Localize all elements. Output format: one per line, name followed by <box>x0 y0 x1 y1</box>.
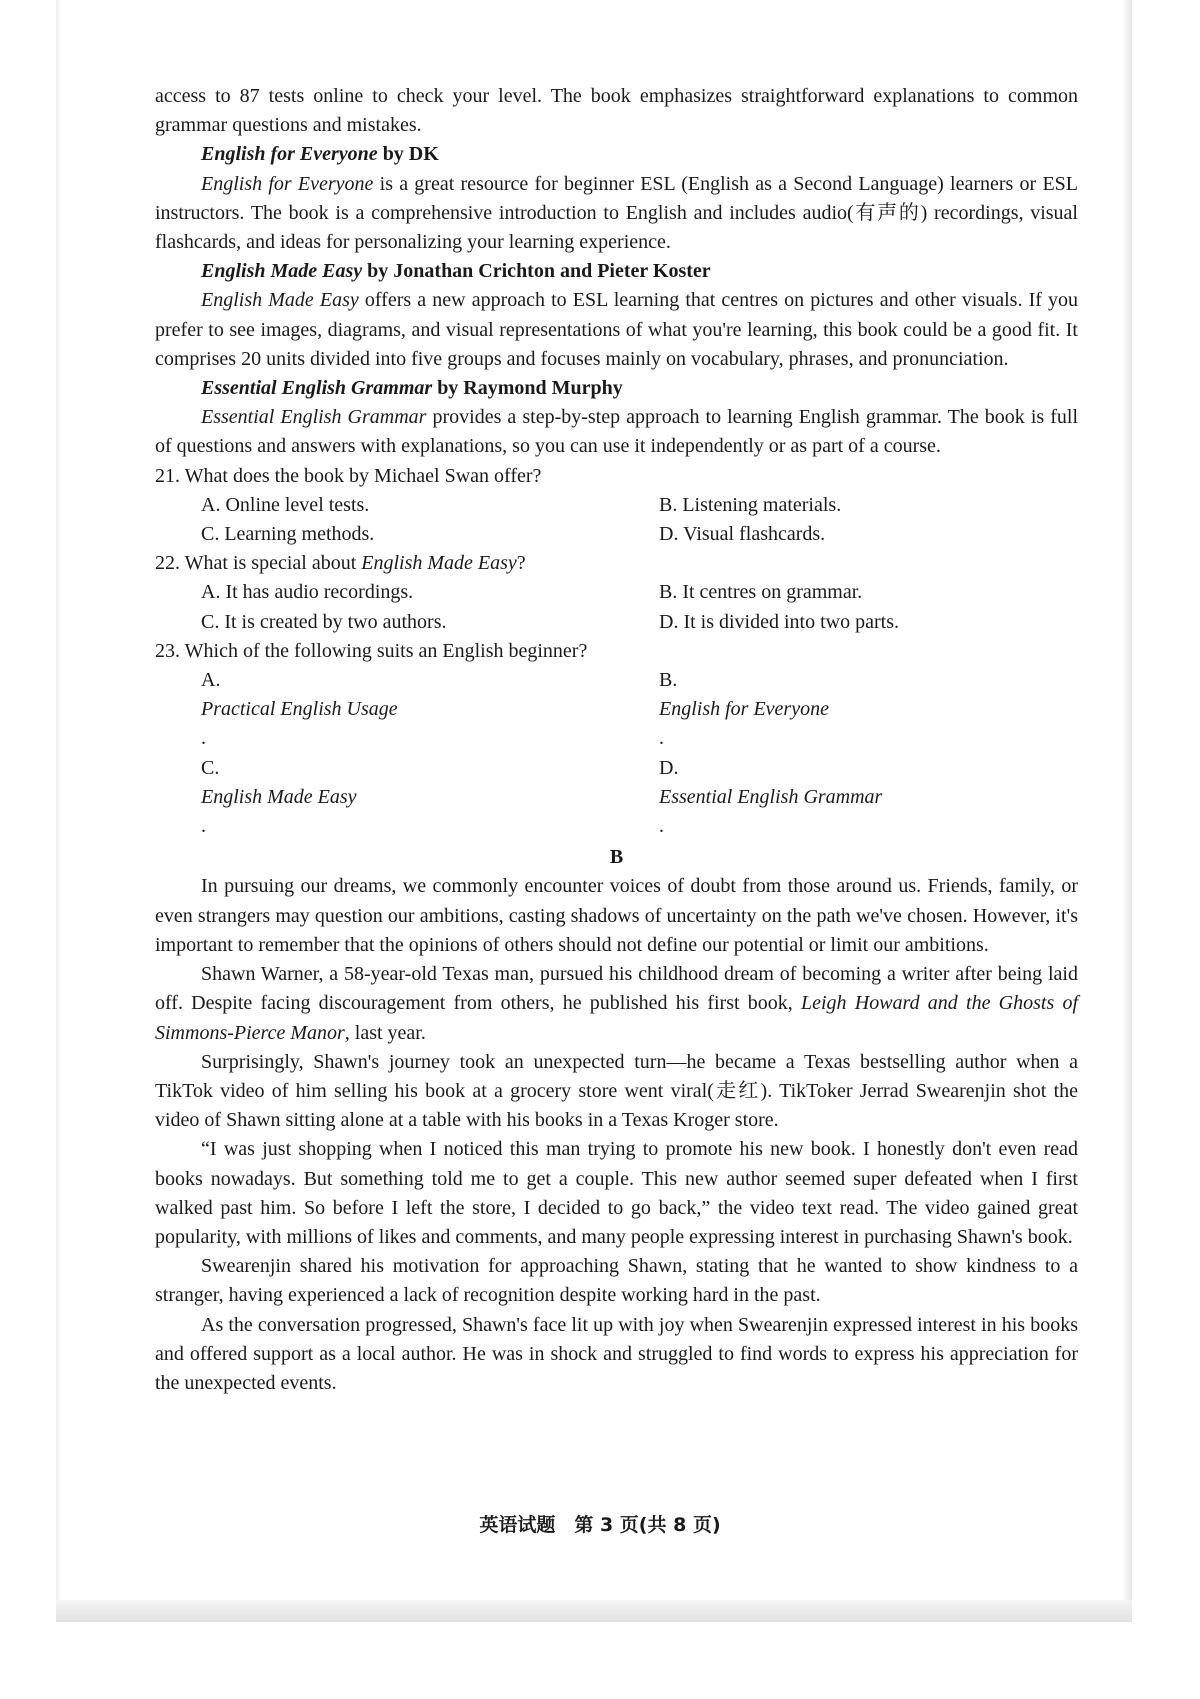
book-title: Essential English Grammar <box>201 377 433 400</box>
paragraph-text-end: , last year. <box>344 1021 426 1044</box>
book-title: English for Everyone <box>201 143 378 166</box>
option-end: . <box>201 727 206 750</box>
option-a: A. It has audio recordings. <box>201 581 414 604</box>
question-23-options <box>155 666 1078 841</box>
book-author: by DK <box>377 143 439 166</box>
book-description <box>155 403 1078 461</box>
option-end: . <box>659 815 664 838</box>
passage-b-paragraph: Swearenjin shared his motivation for approaching Shawn, stating that he wanted to show kindness to a stranger, having experienced a lack of recognition despite working hard in the past. <box>155 1255 1078 1307</box>
option-c: C. Learning methods. <box>201 523 375 546</box>
book-author: by Jonathan Crichton and Pieter Koster <box>362 260 711 283</box>
option-letter: A. <box>201 669 221 692</box>
passage-b-paragraph: In pursuing our dreams, we commonly encounter voices of doubt from those around us. Friends, family, or even strangers may question our ambitions, casting shadows of uncertainty on the path we've chosen. However, it's important to remember that the opinions of others should not define our potential or limit our ambitions. <box>155 875 1078 956</box>
book-title-inline: English Made Easy <box>201 289 359 312</box>
question-22-book-title: English Made Easy <box>361 552 517 575</box>
option-letter: D. <box>659 756 679 779</box>
book-title-inline: English for Everyone <box>201 172 374 195</box>
option-d <box>659 754 1078 842</box>
option-a <box>201 666 659 754</box>
book-description-text: provides a step-by-step approach to learning English grammar. The book is full of questions and answers with explanations, so you can use it independently or as part of a course. <box>155 406 1078 458</box>
book-description-text: offers a new approach to ESL learning that centres on pictures and other visuals. If you prefer to see images, diagrams, and visual representations of what you're learning, this book could be a good fit. It comprises 20 units divided into five groups and focuses mainly on vocabulary, phrases, and pronunciation. <box>155 289 1079 370</box>
option-book-title: English Made Easy <box>201 785 357 808</box>
scan-bottom-edge <box>56 1600 1132 1622</box>
question-22-stem-end: ? <box>516 552 526 575</box>
page-content <box>155 82 1078 1398</box>
question-23-stem: 23. Which of the following suits an English beginner? <box>155 639 588 662</box>
passage-b-paragraph: Surprisingly, Shawn's journey took an unexpected turn—he became a Texas bestselling author when a TikTok video of him selling his book at a grocery store went viral(走红). TikToker Jerrad Swearenjin shot the video of Shawn sitting alone at a table with his books in a Texas Kroger store. <box>155 1050 1078 1132</box>
book-author: by Raymond Murphy <box>432 377 623 400</box>
option-b: B. It centres on grammar. <box>659 581 863 604</box>
passage-b-paragraph <box>155 960 1078 1048</box>
book-title: English Made Easy <box>201 260 363 283</box>
passage-a-paragraph: access to 87 tests online to check your level. The book emphasizes straightforward explanations to common grammar questions and mistakes. <box>155 85 1078 137</box>
book-description <box>155 286 1078 374</box>
question-22-options <box>155 578 1078 636</box>
option-a: A. Online level tests. <box>201 493 370 516</box>
paragraph-text: Shawn Warner, a 58-year-old Texas man, pursued his childhood dream of becoming a writer after being laid off. Despite facing discouragement from others, he published his first book, <box>155 963 1078 1015</box>
option-d: D. It is divided into two parts. <box>659 610 899 633</box>
question-21-stem: 21. What does the book by Michael Swan offer? <box>155 464 542 487</box>
book-title-inline: Essential English Grammar <box>201 406 427 429</box>
option-d: D. Visual flashcards. <box>659 523 826 546</box>
option-book-title: English for Everyone <box>659 698 829 721</box>
section-b-label: B <box>609 846 624 869</box>
option-book-title: Practical English Usage <box>201 698 398 721</box>
book-description <box>155 170 1078 258</box>
question-21-options <box>155 491 1078 549</box>
question-22-stem-text: 22. What is special about <box>155 552 362 575</box>
passage-b-paragraph: “I was just shopping when I noticed this man trying to promote his new book. I honestly don't even read books nowadays. But something told me to get a couple. This new author seemed super defeated when I first walked past him. So before I left the store, I decided to go back,” the video text read. The video gained great popularity, with millions of likes and comments, and many people expressing interest in purchasing Shawn's book. <box>155 1138 1078 1248</box>
option-end: . <box>659 727 664 750</box>
book-heading <box>155 140 1078 169</box>
option-c: C. It is created by two authors. <box>201 610 447 633</box>
page-footer: 英语试题 第 3 页(共 8 页) <box>479 1514 721 1536</box>
option-b: B. Listening materials. <box>659 493 842 516</box>
question-22-stem <box>155 549 1078 578</box>
option-b <box>659 666 1078 754</box>
option-book-title: Essential English Grammar <box>659 785 883 808</box>
option-letter: C. <box>201 756 220 779</box>
book-description-text: is a great resource for beginner ESL (English as a Second Language) learners or ESL instructors. The book is a comprehensive introduction to English and includes audio(有声的) recordings, visual flashcards, and ideas for personalizing your learning experience. <box>155 172 1079 254</box>
scan-edge <box>56 0 62 1620</box>
book-heading <box>155 257 1078 286</box>
option-letter: B. <box>659 669 678 692</box>
book-title-inline: Leigh Howard and the Ghosts of Simmons-Pierce Manor <box>155 992 1079 1044</box>
passage-b-paragraph: As the conversation progressed, Shawn's face lit up with joy when Swearenjin expressed interest in his books and offered support as a local author. He was in shock and struggled to find words to express his appreciation for the unexpected events. <box>155 1313 1078 1394</box>
option-c <box>201 754 659 842</box>
book-heading <box>155 374 1078 403</box>
option-end: . <box>201 815 206 838</box>
scan-edge <box>1122 0 1132 1620</box>
